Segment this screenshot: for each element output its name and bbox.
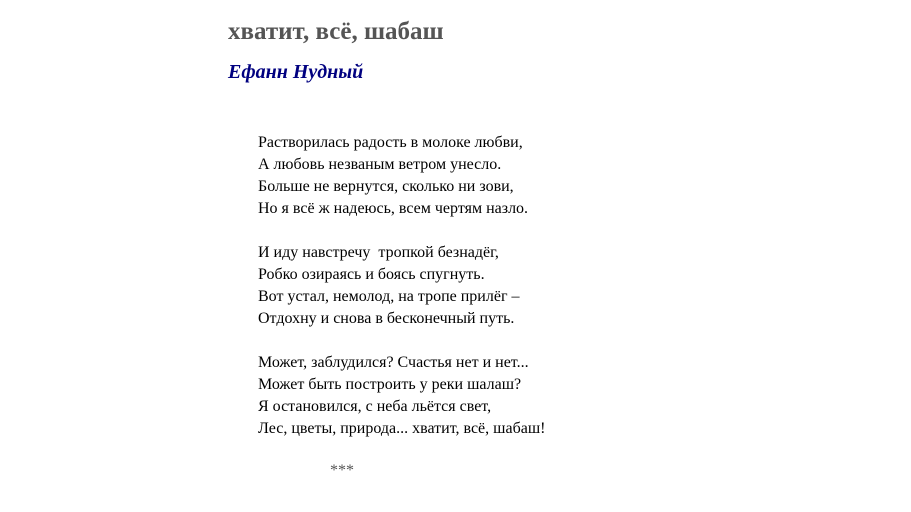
poem-line: Но я всё ж надеюсь, всем чертям назло. bbox=[258, 200, 529, 217]
poem-line: Больше не вернутся, сколько ни зови, bbox=[258, 178, 514, 195]
poem-line: Растворилась радость в молоке любви, bbox=[258, 134, 523, 151]
poem-line: И иду навстречу тропкой безнадёг, bbox=[258, 244, 499, 261]
poem-body bbox=[258, 132, 545, 462]
poem-title: хватит, всё, шабаш bbox=[228, 18, 444, 45]
poem-line: Может быть построить у реки шалаш? bbox=[258, 376, 522, 393]
poem-line: Робко озираясь и боясь спугнуть. bbox=[258, 266, 485, 283]
stanza-1 bbox=[258, 132, 545, 220]
poem-line: А любовь незваным ветром унесло. bbox=[258, 156, 502, 173]
stanza-3 bbox=[258, 352, 545, 440]
poem-line: Отдохну и снова в бесконечный путь. bbox=[258, 310, 515, 327]
poem-line: Вот устал, немолод, на тропе прилёг – bbox=[258, 288, 520, 305]
poem-author: Ефанн Нудный bbox=[228, 61, 364, 83]
poem-line: Лес, цветы, природа... хватит, всё, шабаш! bbox=[258, 420, 546, 437]
stanza-2 bbox=[258, 242, 545, 330]
poem-line: Я остановился, с неба льётся свет, bbox=[258, 398, 492, 415]
poem-separator: *** bbox=[330, 462, 354, 479]
poem-line: Может, заблудился? Счастья нет и нет... bbox=[258, 354, 529, 371]
